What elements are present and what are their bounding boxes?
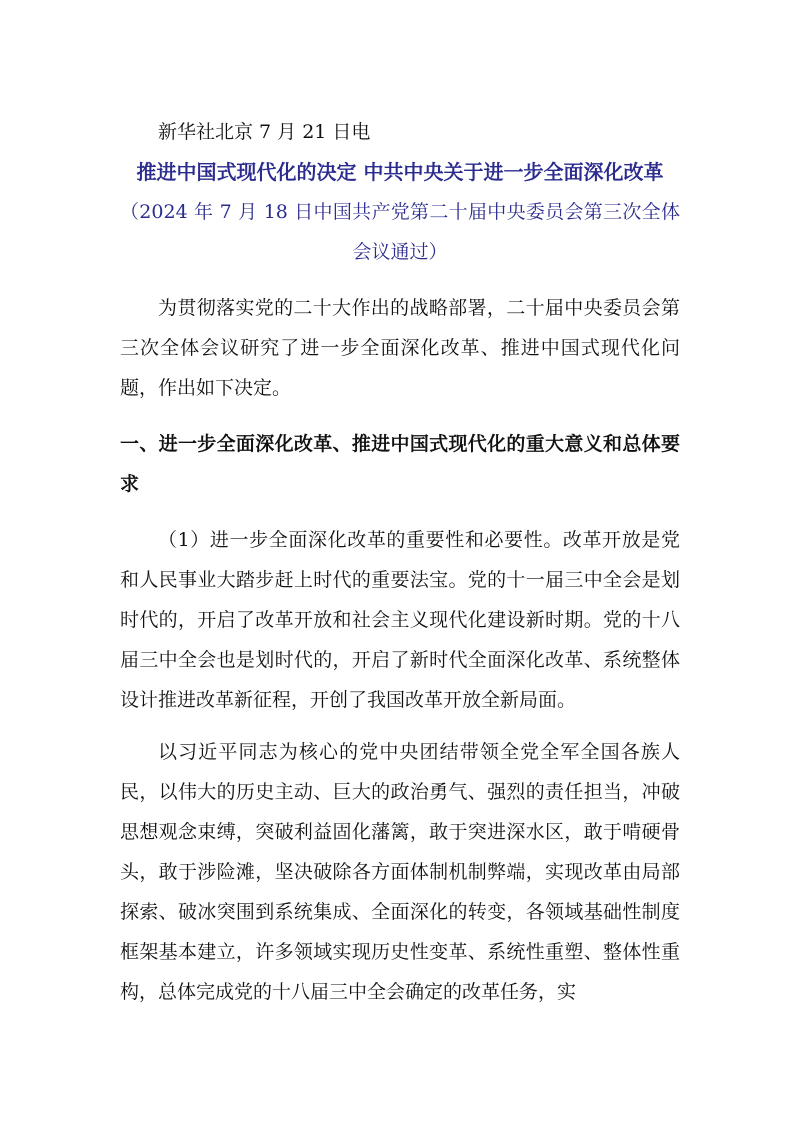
section-heading: 一、进一步全面深化改革、推进中国式现代化的重大意义和总体要求 [120,433,680,495]
document-subtitle: （2024 年 7 月 18 日中国共产党第二十届中央委员会第三次全体会议通过） [120,201,680,263]
body-paragraph: 以习近平同志为核心的党中央团结带领全党全军全国各族人民，以伟大的历史主动、巨大的政治勇气、强烈的责任担当，冲破思想观念束缚，突破利益固化藩篱，敢于突进深水区，敢于啃硬骨头，敢于涉险滩，坚决破除各方面体制机制弊端，实现改革由局部探索、破冰突围到系统集成、全面深化的转变，各领域基础性制度框架基本建立，许多领域实现历史性变革、系统性重塑、整体性重构，总体完成党的十八届三中全会确定的改革任务，实 [120,741,680,1003]
body-paragraph: （1）进一步全面深化改革的重要性和必要性。改革开放是党和人民事业大踏步赶上时代的重要法宝。党的十一届三中全会是划时代的，开启了改革开放和社会主义现代化建设新时期。党的十八届三中全会也是划时代的，开启了新时代全面深化改革、系统整体设计推进改革新征程，开创了我国改革开放全新局面。 [120,529,680,711]
dateline: 新华社北京 7 月 21 日电 [158,121,371,143]
document-body [120,112,680,1028]
intro-paragraph: 为贯彻落实党的二十大作出的战略部署，二十届中央委员会第三次全体会议研究了进一步全面深化改革、推进中国式现代化问题，作出如下决定。 [120,297,680,399]
document-title: 推进中国式现代化的决定 中共中央关于进一步全面深化改革 [136,160,664,184]
